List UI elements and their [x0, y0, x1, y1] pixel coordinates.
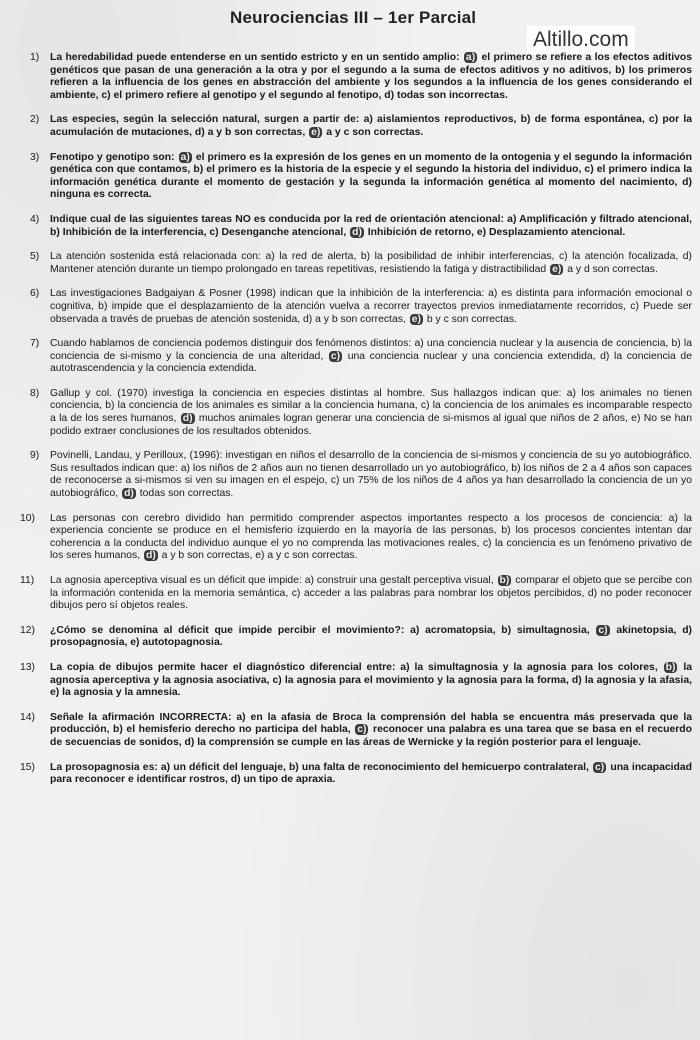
question-item	[8, 52, 692, 102]
question-text-after: la agnosia aperceptiva y la agnosia asociativa, c) la agnosia para el movimiento y la agnosia para la forma, d) la agnosia y la afasia, e) la agnosia y la amnesia.	[50, 661, 692, 699]
question-text-after: comparar el objeto que se percibe con la información contenida en la memoria semántica, c) acceder a las palabras para nombrar los objetos percibidos, d) no poder reconocer dibujos pero sí objetos reales.	[50, 575, 692, 612]
question-number: 14)	[20, 711, 36, 723]
question-text	[50, 762, 692, 787]
marked-answer: c)	[595, 761, 605, 773]
question-item	[8, 513, 692, 563]
question-number: 3)	[30, 151, 40, 163]
question-item	[8, 114, 692, 139]
marked-answer: a)	[180, 151, 190, 163]
question-text-before: La atención sostenida está relacionada con: a) la red de alerta, b) la posibilidad de inhibir interferencias, c) la atención focalizada, d) Mantener atención durante un tiempo prolongado en tareas repetitivas, resistiendo la fatiga y distractibilidad	[50, 251, 692, 275]
question-text	[50, 338, 692, 376]
question-text	[50, 288, 692, 326]
question-text-after: b y c son correctas.	[423, 313, 517, 325]
question-text-before: La copia de dibujos permite hacer el diagnóstico diferencial entre: a) la simultagnosia y la agnosia para los colores,	[50, 661, 663, 673]
question-text-before: ¿Cómo se denomina al déficit que impide percibir el movimiento?: a) acromatopsia, b) simultagnosia,	[50, 624, 596, 636]
question-text-after: a y d son correctas.	[564, 263, 658, 275]
question-number: 1)	[30, 52, 40, 63]
question-number: 7)	[30, 338, 40, 350]
question-number: 8)	[30, 387, 40, 399]
question-text-before: La heredabilidad puede entenderse en un sentido estricto y en un sentido amplio:	[50, 52, 463, 63]
question-text-before: Cuando hablamos de conciencia podemos distinguir dos fenómenos distintos: a) una conciencia nuclear y la ausencia de conciencia, b) la conciencia de si-mismo y la conciencia de una alteridad,	[50, 338, 692, 362]
question-text-before: Gallup y col. (1970) investiga la conciencia en especies distintas al hombre. Sus hallazgos indican que: a) los animales no tienen conciencia, b) la conciencia de los animales es similar a la conciencia humana, c) la conciencia de los animales es incomparable respecto a la de los seres humanos,	[50, 387, 692, 425]
question-item	[8, 288, 692, 326]
question-text	[50, 251, 692, 276]
question-text	[50, 625, 692, 650]
question-item	[8, 575, 692, 613]
question-text-after: Inhibición de retorno, e) Desplazamiento atencional.	[364, 226, 626, 238]
question-text	[50, 388, 692, 438]
question-number: 15)	[20, 761, 36, 773]
question-number: 4)	[30, 213, 40, 225]
marked-answer: b)	[499, 575, 510, 586]
marked-answer: d)	[145, 550, 156, 562]
question-item	[8, 338, 692, 376]
question-text-after: el primero se refiere a los efectos aditivos genéticos que pasan de una generación a la otra y por el segundo a la suma de efectos aditivos y no aditivos, b) los primeros refieren a la influencia de los genes en abstracción del ambiente y los segundos a la influencia de los genes considerando el ambiente, c) el primero refiere al genotipo y el segundo al fenotipo, d) todas son incorrectas.	[50, 52, 692, 101]
question-text	[50, 575, 692, 613]
question-text	[50, 662, 692, 700]
page-header	[0, 4, 700, 51]
question-number: 2)	[30, 114, 40, 126]
page-title: Neurociencias III – 1er Parcial	[230, 8, 477, 27]
marked-answer: b)	[665, 661, 676, 673]
question-item	[8, 152, 692, 202]
question-item	[8, 625, 692, 650]
question-list	[8, 52, 692, 799]
question-text	[50, 712, 692, 750]
question-number: 13)	[20, 661, 36, 673]
question-text-before: Las investigaciones Badgaiyan & Posner (1998) indican que la inhibición de la interferencia: a) es distinta para información emocional o cognitiva, b) impide que el desplazamiento de la atención vuelva a recorrer trayectos previos inmediatamente recorridos, c) Puede ser observada a través de pruebas de atención sostenida, d) a y b son correctas,	[50, 288, 692, 325]
question-text-after: a y c son correctas.	[323, 126, 424, 138]
question-text-after: akinetopsia, d) prosopagnosia, e) autotopagnosia.	[50, 624, 692, 649]
question-text-after: muchos animales logran generar una conciencia de si-mismos al igual que niños de 2 años, e) No se han podido extraer conclusiones de los resultados obtenidos.	[50, 413, 692, 437]
marked-answer: e)	[552, 263, 562, 275]
watermark-logo: Altillo.com	[527, 26, 635, 54]
marked-answer: d)	[352, 226, 362, 238]
question-text	[50, 450, 692, 500]
marked-answer: a)	[465, 52, 476, 63]
question-text-after: reconocer una palabra es una tarea que se basa en el recuerdo de secuencias de sonidos, d) la comprensión se cumple en las áreas de Wernicke y la región posterior para el lenguaje.	[50, 724, 692, 748]
question-item	[8, 388, 692, 438]
question-text-before: Señale la afirmación INCORRECTA: a) en la afasia de Broca la comprensión del habla se encuentra más preservada que la producción, b) el hemisferio derecho no participa del habla,	[50, 711, 692, 736]
question-text-after: a y b son correctas, e) a y c son correctas.	[158, 550, 358, 562]
question-text	[50, 214, 692, 239]
marked-answer: d)	[124, 488, 134, 500]
question-text-before: Povinelli, Landau, y Perilloux, (1996): investigan en niños el desarrollo de la conciencia de si-mismos y conciencia de su yo autobiográfico. Sus resultados indican que: a) los niños de 2 años aun no tienen desarrollado un yo autobiográfico, b) los niños de 2 a 4 años son capaces de reconocerse a si-mismos si ven su imagen en el espejo, c) un 75% de los niños de 4 años ya han desarrollado la conciencia de un yo autobiográfico,	[50, 450, 692, 500]
marked-answer: e)	[311, 126, 321, 138]
question-text-after: el primero es la expresión de los genes en un momento de la ontogenia y el segundo la información genética con que contamos, b) el primero es la historia de la especie y el segundo la historia del individuo, c) el primero indica la información genética durante el momento de gestación y la segunda la información genética al momento del nacimiento, d) ninguna es correcta.	[50, 151, 692, 201]
question-text	[50, 513, 692, 563]
question-text-before: Las especies, según la selección natural, surgen a partir de: a) aislamientos reproductivos, b) de forma espontánea, c) por la acumulación de mutaciones, d) a y b son correctas,	[50, 114, 692, 138]
question-number: 12)	[20, 624, 36, 636]
question-text-after: todas son correctas.	[136, 488, 234, 500]
question-number: 11)	[20, 575, 35, 586]
question-number: 6)	[30, 288, 40, 300]
marked-answer: c)	[598, 624, 608, 636]
question-item	[8, 762, 692, 787]
question-text-after: una conciencia nuclear y una conciencia extendida, d) la conciencia de autotrascendencia y la conciencia extendida.	[50, 350, 692, 375]
question-text-before: Las personas con cerebro dividido han permitido comprender aspectos importantes respecto a los procesos de conciencia: a) la experiencia conciente se produce en el hemisferio izquierdo en la mayoría de las personas, b) los procesos concientes intentan dar coherencia a la conducta del individuo aunque el yo no comprenda las motivaciones reales, c) la conciencia es un fenómeno privativo de los seres humanos,	[50, 512, 692, 562]
question-text-before: La agnosia aperceptiva visual es un déficit que impide: a) construir una gestalt perceptiva visual,	[50, 575, 497, 586]
marked-answer: e)	[411, 313, 421, 325]
question-text	[50, 152, 692, 202]
question-text-before: Indique cual de las siguientes tareas NO es conducida por la red de orientación atencional: a) Amplificación y filtrado atencional, b) Inhibición de la interferencia, c) Desenganche atencional,	[50, 213, 692, 238]
marked-answer: d)	[182, 413, 193, 425]
question-number: 9)	[30, 450, 40, 462]
question-text-after: una incapacidad para reconocer e identificar rostros, d) un tipo de apraxia.	[50, 761, 692, 786]
question-text	[50, 114, 692, 139]
question-text	[50, 52, 692, 102]
question-text-before: La prosopagnosia es: a) un déficit del lenguaje, b) una falta de reconocimiento del hemicuerpo contralateral,	[50, 761, 593, 773]
question-item	[8, 662, 692, 700]
question-number: 5)	[30, 251, 40, 263]
question-item	[8, 214, 692, 239]
marked-answer: c)	[357, 724, 367, 736]
question-item	[8, 251, 692, 276]
question-item	[8, 450, 692, 500]
question-item	[8, 712, 692, 750]
question-number: 10)	[20, 512, 36, 524]
marked-answer: c)	[330, 350, 341, 362]
question-text-before: Fenotipo y genotipo son:	[50, 151, 178, 163]
